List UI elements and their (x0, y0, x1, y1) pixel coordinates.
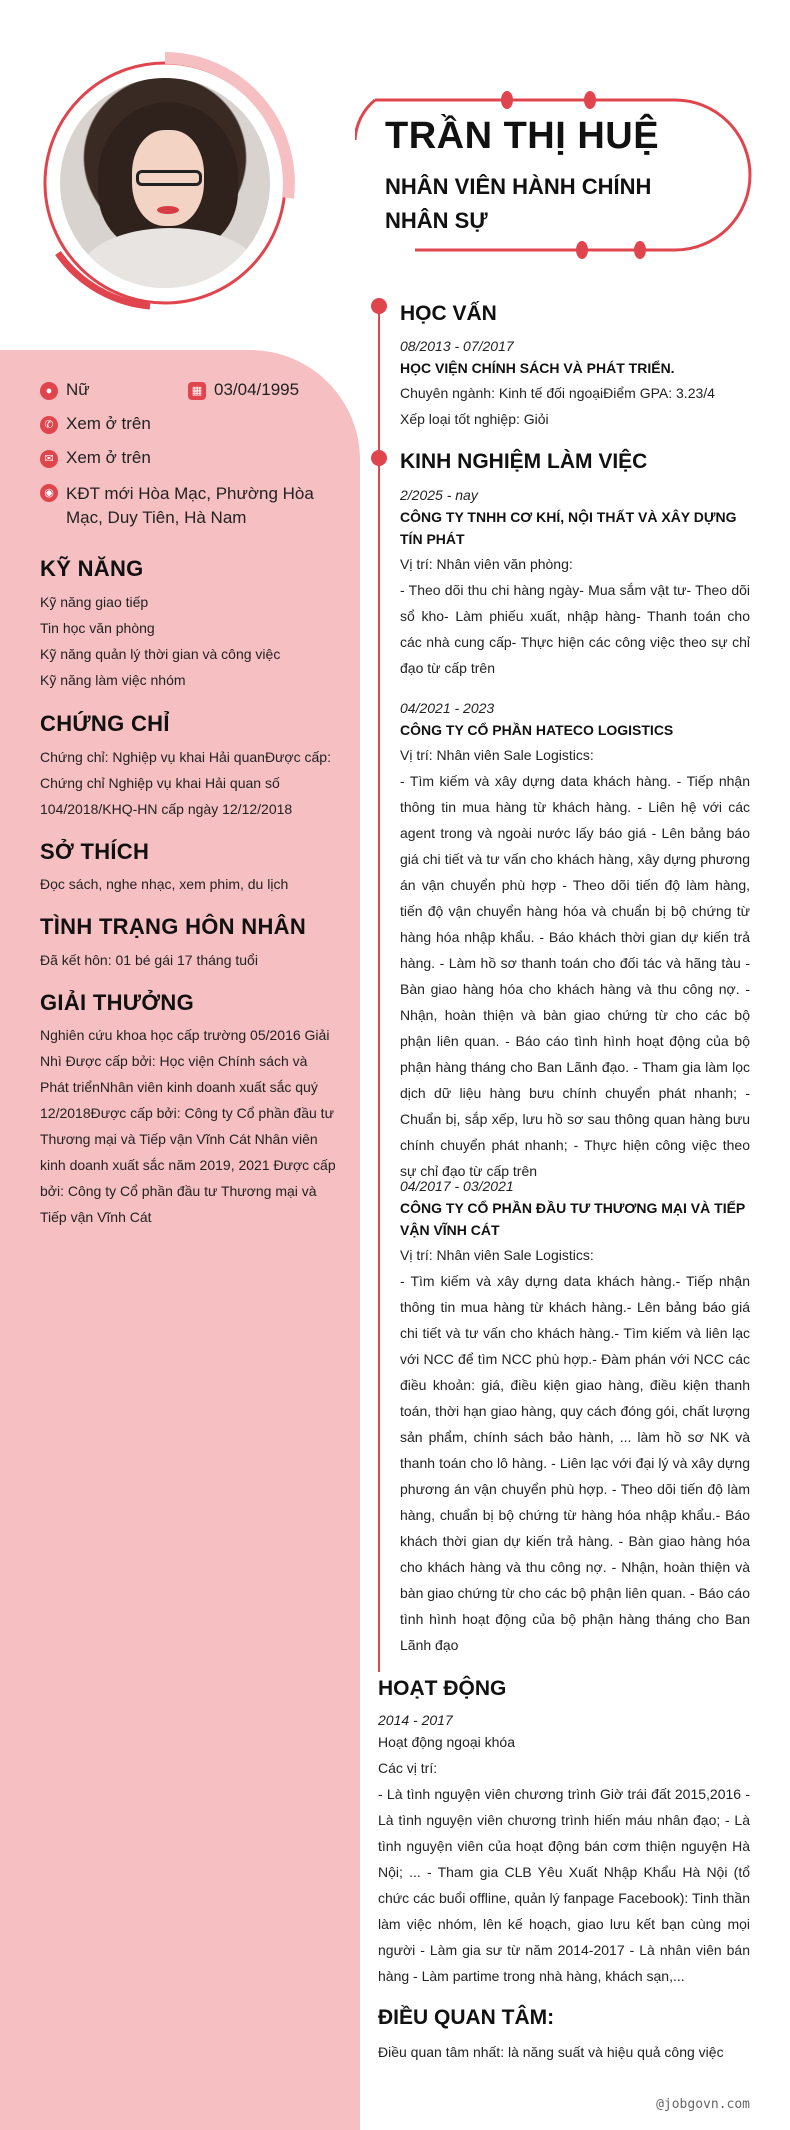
timeline-dot (371, 450, 387, 466)
hobbies-text: Đọc sách, nghe nhạc, xem phim, du lịch (40, 876, 289, 892)
timeline-line (378, 300, 380, 1672)
person-icon: ● (40, 382, 58, 400)
education-title: HỌC VẤN (400, 302, 497, 325)
job-position: Vị trí: Nhân viên văn phòng: (400, 556, 573, 572)
activities-details: - Là tình nguyện viên chương trình Giờ trái đất 2015,2016 - Là tình nguyện viên chương trình hiến máu nhân đạo; - Là tình nguyện viên của hoạt động bán cơm thiện nguyện Hà Nội; ... - Tham gia CLB Yêu Xuất Nhập Khẩu Hà Nội (tổ chức các buổi offline, quản lý fanpage Facebook): Tinh thần làm việc nhóm, lên kế hoạch, giao lưu kết bạn cùng mọi người - Làm gia sư từ năm 2014-2017 - Là nhân viên bán hàng - Làm partime trong nhà hàng, khách sạn,... (378, 1786, 750, 1984)
address-row (40, 482, 340, 530)
interests-title: ĐIỀU QUAN TÂM: (378, 2006, 555, 2029)
activities-date: 2014 - 2017 (378, 1712, 453, 1728)
hobbies-title: SỞ THÍCH (40, 839, 150, 864)
job-company: CÔNG TY CỔ PHẦN HATECO LOGISTICS (400, 722, 674, 738)
job-company: CÔNG TY TNHH CƠ KHÍ, NỘI THẤT VÀ XÂY DỰNG TÍN PHÁT (400, 509, 737, 547)
job-title: NHÂN VIÊN HÀNH CHÍNH NHÂN SỰ (385, 174, 652, 233)
certificates-title: CHỨNG CHỈ (40, 711, 170, 736)
experience-title: KINH NGHIỆM LÀM VIỆC (400, 450, 648, 473)
awards-title: GIẢI THƯỞNG (40, 990, 194, 1015)
activities-position: Các vị trí: (378, 1760, 438, 1776)
awards-text: Nghiên cứu khoa học cấp trường 05/2016 Giải Nhì Được cấp bởi: Học viện Chính sách và Phát triểnNhân viên kinh doanh xuất sắc quý 12/2018Được cấp bởi: Công ty Cổ phần đầu tư Thương mại và Tiếp vận Vĩnh Cát Nhân viên kinh doanh xuất sắc năm 2019, 2021 Được cấp bởi: Công ty Cổ phần đầu tư Thương mại và Tiếp vận Vĩnh Cát (40, 1027, 336, 1225)
candidate-name: TRẦN THỊ HUỆ (385, 115, 660, 157)
job-date: 04/2021 - 2023 (400, 700, 495, 716)
profile-photo-frame (30, 48, 300, 318)
gender-row (40, 380, 90, 400)
birthday-value: 03/04/1995 (214, 380, 300, 399)
education-date: 08/2013 - 07/2017 (400, 338, 514, 354)
job-position: Vị trí: Nhân viên Sale Logistics: (400, 1247, 594, 1263)
timeline-dot (371, 298, 387, 314)
skills-list (40, 589, 340, 693)
email-row (40, 448, 151, 468)
skill-item: Kỹ năng làm việc nhóm (40, 672, 186, 688)
avatar (60, 78, 270, 288)
interests-text: Điều quan tâm nhất: là năng suất và hiệu quả công việc (378, 2044, 724, 2060)
job-company: CÔNG TY CỔ PHẦN ĐẦU TƯ THƯƠNG MẠI VÀ TIẾP VẬN VĨNH CÁT (400, 1200, 746, 1238)
job-date: 2/2025 - nay (400, 487, 478, 503)
job-date: 04/2017 - 03/2021 (400, 1178, 514, 1194)
gender-value: Nữ (66, 380, 90, 399)
calendar-icon: ▦ (188, 382, 206, 400)
skill-item: Tin học văn phòng (40, 620, 155, 636)
activities-name: Hoạt động ngoại khóa (378, 1734, 515, 1750)
mail-icon: ✉ (40, 450, 58, 468)
job-details: - Tìm kiếm và xây dựng data khách hàng. - Tiếp nhận thông tin mua hàng từ khách hàng. - Liên hệ với các agent trong và ngoài nước lấy báo giá - Lên bảng báo giá chi tiết và tư vấn cho khách hàng, xây dựng phương án vận chuyển phù hợp - Theo dõi tiến độ làm hàng, tiến độ vận chuyển hàng hóa và chuẩn bị bộ chứng từ hàng hóa nhập khẩu. - Báo khách thời gian dự kiến trả hàng. - Làm hồ sơ thanh toán cho đối tác và hãng tàu - Bàn giao hàng hóa cho khách hàng và thu công nợ. - Nhận, hoàn thiện và bàn giao chứng từ cho các bộ phận liên quan. - Báo cáo tình hình hoạt động của bộ phận hàng tháng cho Ban Lãnh đạo. - Tham gia làm lọc dịch dữ liệu hàng bưu chính chuyển phát nhanh; - Chuẩn bị, sắp xếp, lưu hồ sơ sau thông quan hàng bưu chính chuyển phát nhanh; - Thực hiện công việc theo sự chỉ đạo từ cấp trên (400, 773, 750, 1179)
phone-value: Xem ở trên (66, 414, 151, 433)
birthday-row (188, 380, 299, 400)
activities-title: HOẠT ĐỘNG (378, 1677, 507, 1700)
education-major: Chuyên ngành: Kinh tế đối ngoạiĐiểm GPA: 3.23/4 (400, 385, 715, 401)
job-details: - Tìm kiếm và xây dựng data khách hàng.- Tiếp nhận thông tin mua hàng từ khách hàng.- Lên bảng báo giá chi tiết và tư vấn cho khách hàng.- Tìm kiếm và liên lạc với NCC để tìm NCC phù hợp.- Đàm phán với NCC các điều khoản: giá, điều kiện giao hàng, điều kiện thanh toán, thời hạn giao hàng, quy cách đóng gói, chất lượng sản phẩm, chính sách bảo hành, ... làm hồ sơ NK và thanh toán cho lô hàng. - Liên lạc với đại lý và xây dựng phương án vận chuyển phù hợp. - Theo dõi tiến độ làm hàng, chuẩn bị bộ chứng từ hàng hóa nhập khẩu.- Báo khách thời gian dự kiến trả hàng. - Bàn giao hàng hóa cho khách hàng và thu công nợ. - Nhận, hoàn thiện và bàn giao chứng từ cho các bộ phận liên quan. - Báo cáo tình hình hoạt động của bộ phận hàng tháng cho Ban Lãnh đạo (400, 1273, 750, 1653)
job-position: Vị trí: Nhân viên Sale Logistics: (400, 747, 594, 763)
location-pin-icon: ◉ (40, 484, 58, 502)
address-value: KĐT mới Hòa Mạc, Phường Hòa Mạc, Duy Tiên, Hà Nam (66, 484, 314, 527)
marital-text: Đã kết hôn: 01 bé gái 17 tháng tuổi (40, 952, 258, 968)
email-value: Xem ở trên (66, 448, 151, 467)
phone-icon: ✆ (40, 416, 58, 434)
watermark: @jobgovn.com (656, 2097, 750, 2112)
marital-title: TÌNH TRẠNG HÔN NHÂN (40, 914, 307, 939)
skill-item: Kỹ năng quản lý thời gian và công việc (40, 646, 281, 662)
skill-item: Kỹ năng giao tiếp (40, 594, 149, 610)
certificates-text: Chứng chỉ: Nghiệp vụ khai Hải quanĐược cấp: Chứng chỉ Nghiệp vụ khai Hải quan số 104/2018/KHQ-HN cấp ngày 12/12/2018 (40, 749, 331, 817)
education-school: HỌC VIỆN CHÍNH SÁCH VÀ PHÁT TRIỂN. (400, 360, 675, 376)
education-rank: Xếp loại tốt nghiệp: Giỏi (400, 411, 549, 427)
job-details: - Theo dõi thu chi hàng ngày- Mua sắm vật tư- Theo dõi sổ kho- Làm phiếu xuất, nhập hàng- Thanh toán cho các nhà cung cấp- Thực hiện các công việc theo sự chỉ đạo từ cấp trên (400, 582, 750, 676)
skills-title: KỸ NĂNG (40, 556, 144, 581)
phone-row (40, 414, 151, 434)
